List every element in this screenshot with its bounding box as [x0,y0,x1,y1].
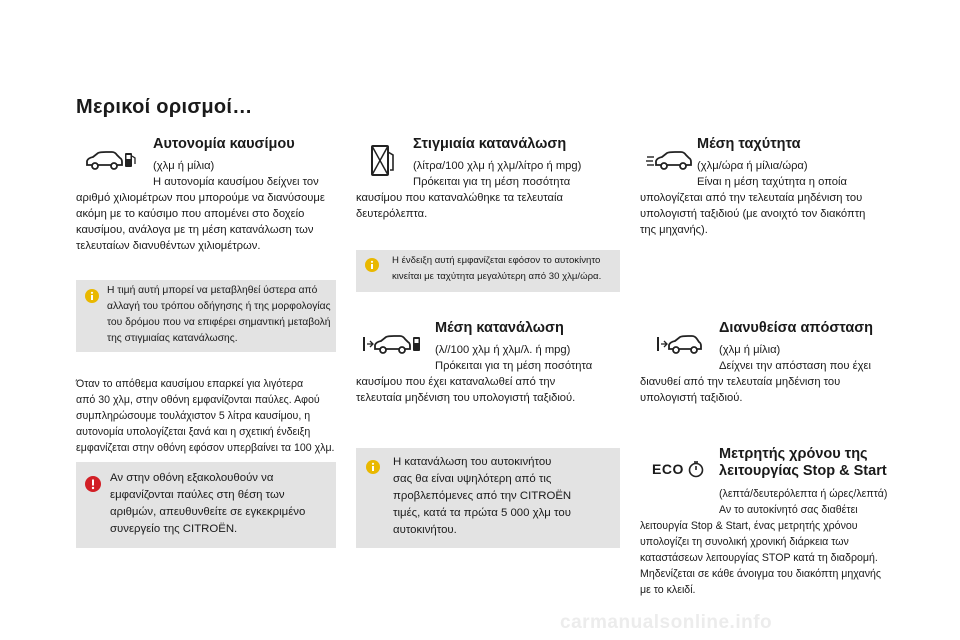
distance-travelled-text-line: Δείχνει την απόσταση που έχει [719,360,871,372]
fuel-range-heading: Αυτονομία καυσίμου [153,136,295,152]
average-consumption-info-note [356,448,620,548]
distance-travelled-text-line: υπολογιστή ταξιδιού. [640,392,743,404]
note-line: τιμές, κατά τα πρώτα 5 000 χλμ του [393,507,571,519]
note-line: κινείται με ταχύτητα μεγαλύτερη από 30 χλμ/ώρα. [392,271,602,282]
fuel-range-unit: (χλμ ή μίλια) [153,160,215,172]
stop-start-heading: λειτουργίας Stop & Start [719,463,887,479]
instant-consumption-heading: Στιγμιαία κατανάλωση [413,136,567,152]
stop-start-heading: Μετρητής χρόνου της [719,446,868,462]
info-icon [85,289,99,303]
warning-line: εμφανίζονται παύλες στη θέση των [110,489,285,501]
warning-line: συνεργείο της CITROËN. [110,523,238,535]
average-speed-text-line: Είναι η μέση ταχύτητα η οποία [697,176,847,188]
note-line: προβλεπόμενες από την CITROËN [393,490,572,502]
stop-start-text-line: Αν το αυτοκίνητό σας διαθέτει [719,504,858,516]
average-speed-text-line: υπολογιστή ταξιδιού (με ανοιχτό τον διακόπτη [640,208,866,220]
average-speed-text-line: υπολογίζεται από την τελευταία μηδένιση του [640,192,863,204]
info-icon [366,460,380,474]
distance-travelled-heading: Διανυθείσα απόσταση [719,320,874,336]
eco-timer-icon [652,460,705,478]
warning-line: αριθμών, απευθυνθείτε σε εγκεκριμένο [110,506,306,518]
note-line: Η ένδειξη αυτή εμφανίζεται εφόσον το αυτοκίνητο [392,255,601,266]
instant-consumption-text-line: καυσίμου που καταναλώθηκε τα τελευταία [356,192,563,204]
average-speed-heading: Μέση ταχύτητα [697,136,801,152]
fuel-range-warning-note [76,462,336,548]
fuel-range-info-note [76,280,336,352]
page-title: Μερικοί ορισμοί… [76,96,253,118]
average-consumption-text-line: τελευταία μηδένιση του υπολογιστή ταξιδιού. [356,392,576,404]
note-line: αυτοκινήτου. [393,524,457,536]
average-consumption-heading: Μέση κατανάλωση [435,320,564,336]
note-line: Η τιμή αυτή μπορεί να μεταβληθεί ύστερα από [107,285,318,296]
note-line: αλλαγή του τρόπου οδήγησης ή της μορφολογίας [107,301,331,312]
fuel-range-text-line: αριθμό χιλιομέτρων που μπορούμε να διανύσουμε [76,192,325,204]
low-fuel-text-line: εμφανίζεται στην οθόνη εφόσον υπερβαίνει τα 100 χλμ. [76,442,335,454]
fuel-range-text-line: τελευταίων διανυθέντων χιλιομέτρων. [76,240,261,252]
note-line: Η κατανάλωση του αυτοκινήτου [393,456,552,468]
stop-start-unit: (λεπτά/δευτερόλεπτα ή ώρες/λεπτά) [719,488,888,500]
instant-consumption-text-line: δευτερόλεπτα. [356,208,428,220]
note-line: σας θα είναι υψηλότερη από τις [393,473,552,485]
low-fuel-text-line: συμπληρώσουμε τουλάχιστον 5 λίτρα καυσίμου, η [76,410,311,422]
warning-line: Αν στην οθόνη εξακολουθούν να [110,472,274,484]
car-fuel-pump-icon [84,150,136,172]
fuel-range-text-line: Η αυτονομία καυσίμου δείχνει τον [153,176,319,188]
stop-start-text-line: Μηδενίζεται σε κάθε άνοιγμα του διακόπτη μηχανής [640,568,881,580]
average-consumption-unit: (λ//100 χλμ ή χλμ/λ. ή mpg) [435,344,571,356]
instant-consumption-unit: (λίτρα/100 χλμ ή χλμ/λίτρο ή mpg) [413,160,582,172]
watermark: carmanualsonline.info [560,612,773,633]
average-speed-unit: (χλμ/ώρα ή μίλια/ώρα) [697,160,808,172]
stop-start-text-line: με το κλειδί. [640,584,696,596]
stop-start-text-line: καταστάσεων λειτουργίας STOP κατά τη διαδρομή. [640,552,878,564]
car-distance-fuel-icon [362,334,424,356]
car-speed-icon [646,150,692,172]
distance-travelled-text-line: διανυθεί από την τελευταία μηδένιση του [640,376,841,388]
note-line: της στιγμιαίας κατανάλωσης. [107,333,238,344]
low-fuel-text-line: από 30 χλμ, στην οθόνη εμφανίζονται παύλες. Αφού [76,394,320,406]
distance-travelled-unit: (χλμ ή μίλια) [719,344,781,356]
average-consumption-text-line: Πρόκειται για τη μέση ποσότητα [435,360,593,372]
note-line: του δρόμου που να επιφέρει σημαντική μεταβολή [107,317,331,328]
stop-start-text-line: υπολογίζει τη συνολική χρονική διάρκεια των [640,536,849,548]
fuel-pump-icon [370,144,396,178]
average-consumption-text-line: καυσίμου που έχει καταναλωθεί από την [356,376,556,388]
stop-start-text-line: λειτουργία Stop & Start, ένας μετρητής χρόνου [640,520,858,532]
instant-consumption-info-note [356,250,620,292]
warning-icon [85,476,101,492]
low-fuel-text-line: αυτονομία υπολογίζεται ξανά και η σχετική ένδειξη [76,426,311,438]
info-icon [365,258,379,272]
fuel-range-text-line: ακόμη με το καύσιμο που απομένει στο δοχείο [76,208,305,220]
car-distance-icon [656,334,702,356]
eco-label: ECO [652,461,684,477]
fuel-range-text-line: καυσίμου, ανάλογα με τη μέση κατανάλωση των [76,224,314,236]
instant-consumption-text-line: Πρόκειται για τη μέση ποσότητα [413,176,571,188]
average-speed-text-line: της μηχανής). [640,224,708,236]
low-fuel-text-line: Όταν το απόθεμα καυσίμου επαρκεί για λιγότερα [76,378,304,390]
